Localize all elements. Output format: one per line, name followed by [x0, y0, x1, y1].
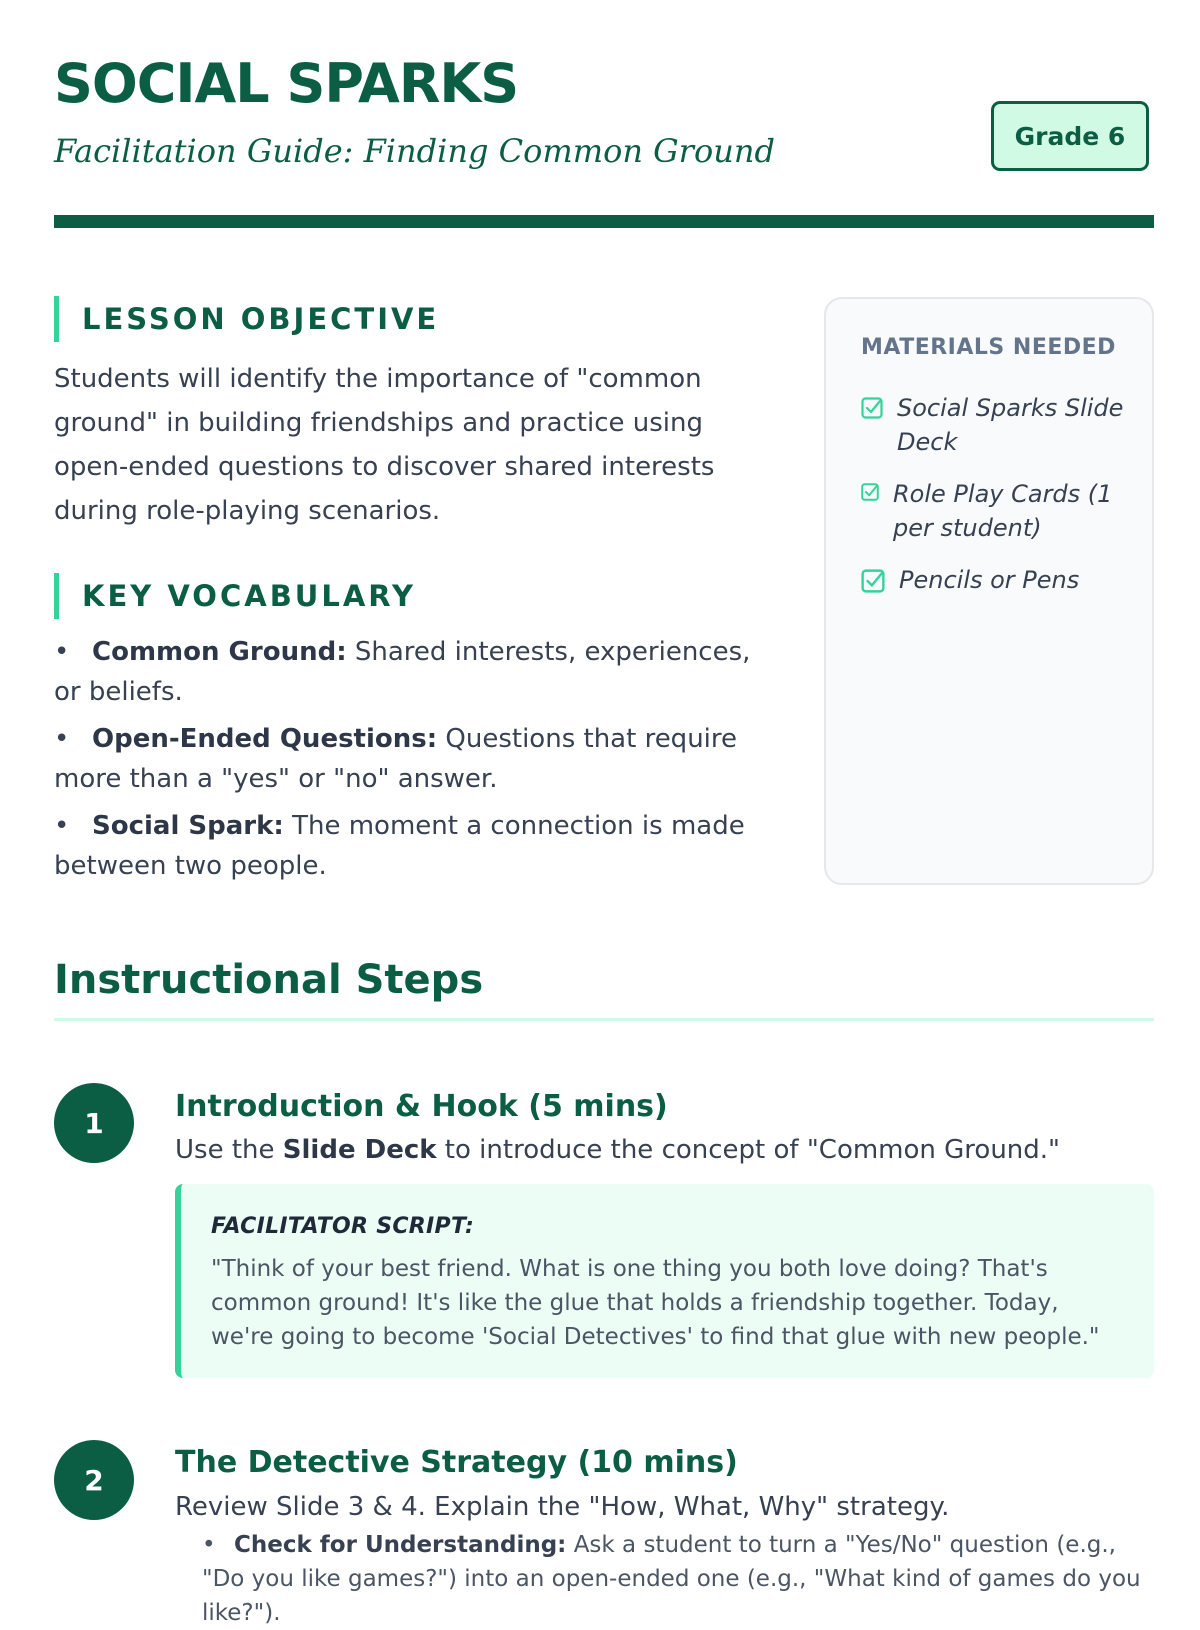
check-text: Ask a student to turn a "Yes/No" question (e.g., "Do you like games?") into an open-ended one (e.g., "What kind of games do you like?"). [202, 1532, 1141, 1626]
instructional-steps-title: Instructional Steps [54, 957, 484, 1003]
facilitator-script-text: "Think of your best friend. What is one thing you both love doing? That's common ground! It's like the glue that holds a friendship together. Today, we're going to become 'Social Detectives' to find that glue with new people." [211, 1256, 1100, 1350]
steps-divider [54, 1018, 1154, 1021]
step-title: Introduction & Hook (5 mins) [175, 1089, 668, 1124]
brand-title: SOCIAL SPARKS [54, 52, 519, 115]
vocabulary-term: Common Ground: [92, 637, 347, 667]
bullet-icon: • [54, 724, 70, 754]
vocabulary-definition: Questions that require more than a "yes" or "no" answer. [54, 724, 738, 794]
vocabulary-item [54, 632, 774, 712]
checkbox-check-icon [861, 569, 885, 593]
step-number-badge: 1 [54, 1083, 134, 1163]
vocabulary-definition: Shared interests, experiences, or beliefs. [54, 637, 751, 707]
material-item [861, 563, 1131, 597]
vocabulary-term: Social Spark: [92, 811, 284, 841]
grade-badge: Grade 6 [991, 101, 1149, 171]
material-item [861, 477, 1131, 545]
step-description-text: Use the [175, 1135, 283, 1165]
check-for-understanding-item [202, 1528, 1154, 1630]
step-number-badge: 2 [54, 1440, 134, 1520]
facilitator-script-label: FACILITATOR SCRIPT: [211, 1214, 475, 1239]
vocabulary-term: Open-Ended Questions: [92, 724, 438, 754]
vocabulary-item [54, 806, 774, 886]
checkbox-check-icon [861, 483, 879, 501]
check-term: Check for Understanding: [234, 1532, 567, 1558]
bullet-icon: • [202, 1532, 216, 1558]
material-label: Pencils or Pens [899, 566, 1080, 594]
material-label: Social Sparks Slide Deck [897, 394, 1124, 456]
lesson-objective-text: Students will identify the importance of "common ground" in building friendships and practice using open-ended questions to discover shared interests during role-playing scenarios. [54, 364, 715, 526]
material-item [861, 391, 1131, 459]
step-description [175, 1131, 1060, 1169]
vocabulary-item [54, 719, 774, 799]
lesson-objective-heading: LESSON OBJECTIVE [54, 296, 439, 342]
checkbox-check-icon [861, 397, 883, 419]
material-label: Role Play Cards (1 per student) [893, 480, 1113, 542]
facilitator-script-box [175, 1184, 1154, 1378]
vocabulary-list [54, 632, 774, 893]
vocabulary-definition: The moment a connection is made between two people. [54, 811, 745, 881]
header-divider [54, 215, 1154, 228]
step-description-text: to introduce the concept of "Common Ground." [436, 1135, 1061, 1165]
materials-title: MATERIALS NEEDED [861, 335, 1116, 360]
step-title: The Detective Strategy (10 mins) [175, 1445, 738, 1480]
bullet-icon: • [54, 811, 70, 841]
key-vocabulary-heading: KEY VOCABULARY [54, 573, 416, 619]
materials-card [824, 297, 1154, 885]
step-description-emphasis: Slide Deck [282, 1135, 437, 1165]
bullet-icon: • [54, 637, 70, 667]
guide-subtitle: Facilitation Guide: Finding Common Ground [54, 132, 775, 170]
step-description: Review Slide 3 & 4. Explain the "How, What, Why" strategy. [175, 1492, 950, 1522]
